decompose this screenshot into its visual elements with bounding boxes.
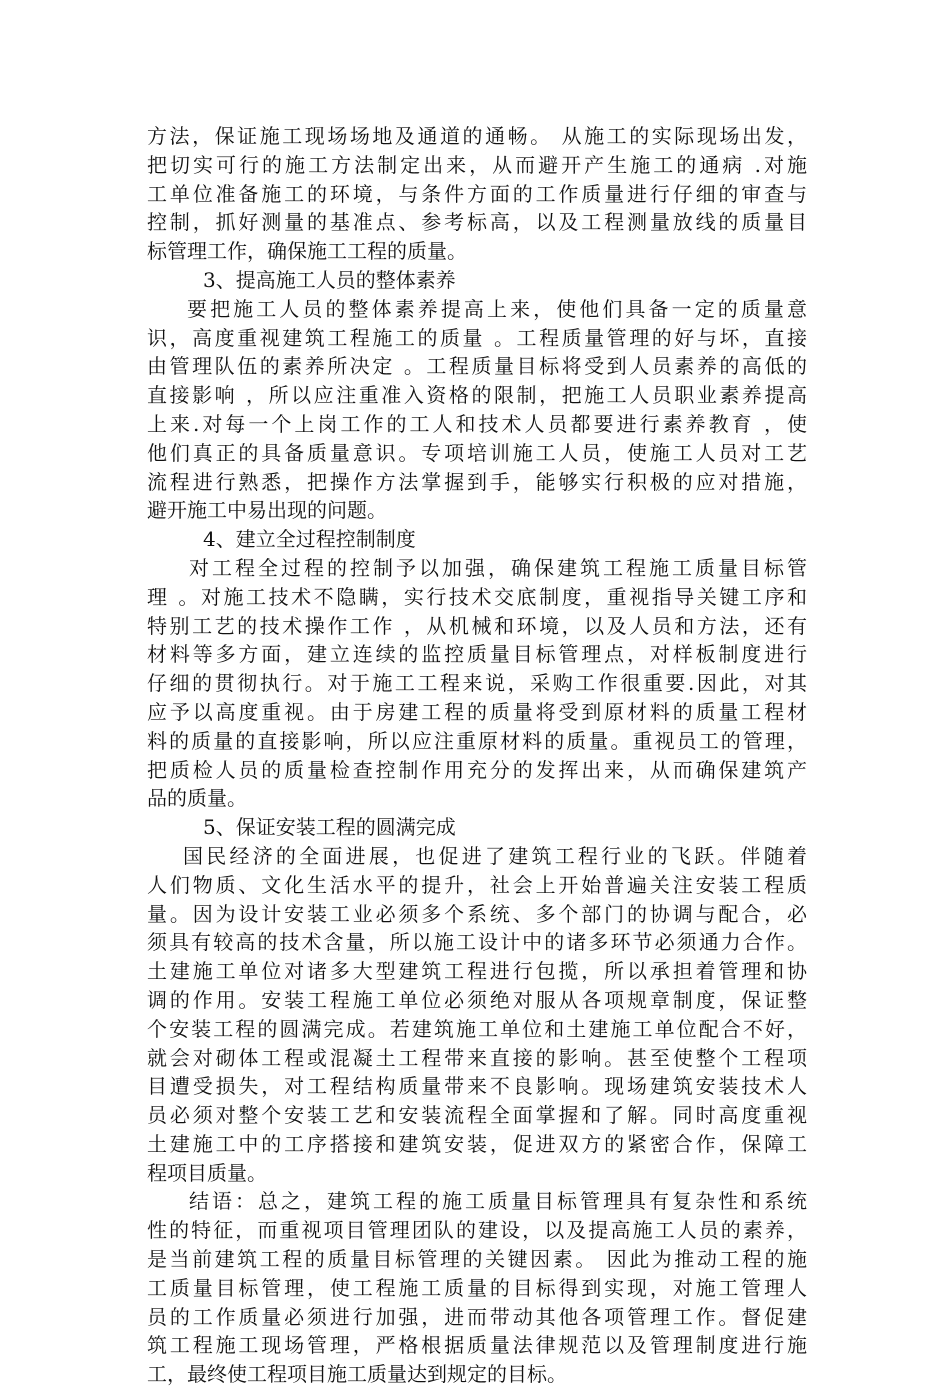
text-line: 理 。对施工技术不隐瞒，实行技术交底制度，重视指导关键工序和: [147, 584, 807, 609]
document-body-text: [147, 122, 807, 1389]
text-line: 员必须对整个安装工艺和安装流程全面掌握和了解。同时高度重视: [147, 1103, 807, 1128]
heading-line: 4、建立全过程控制制度: [203, 527, 416, 552]
text-line: 控制，抓好测量的基准点、参考标高，以及工程测量放线的质量目: [147, 210, 807, 235]
text-line: 筑工程施工现场管理，严格根据质量法律规范以及管理制度进行施: [147, 1333, 807, 1358]
section-heading: [147, 525, 807, 554]
text-line: 国民经济的全面进展，也促进了建筑工程行业的飞跃。伴随着: [183, 843, 807, 868]
text-line: 料的质量的直接影响，所以应注重原材料的质量。重视员工的管理，: [147, 728, 807, 753]
text-line: 避开施工中易出现的问题。: [147, 498, 387, 523]
paragraph: [147, 842, 807, 1188]
text-line: 就会对砌体工程或混凝土工程带来直接的影响。甚至使整个工程项: [147, 1045, 807, 1070]
paragraph: [147, 1187, 807, 1389]
text-line: 结语：总之，建筑工程的施工质量目标管理具有复杂性和系统: [189, 1189, 807, 1214]
paragraph: [147, 554, 807, 813]
paragraph: [147, 295, 807, 525]
text-line: 量。因为设计安装工业必须多个系统、多个部门的协调与配合，必: [147, 901, 807, 926]
text-line: 对工程全过程的控制予以加强，确保建筑工程施工质量目标管: [189, 555, 807, 580]
text-line: 土建施工中的工序搭接和建筑安装，促进双方的紧密合作，保障工: [147, 1131, 807, 1156]
text-line: 由管理队伍的素养所决定 。工程质量目标将受到人员素养的高低的: [147, 354, 807, 379]
text-line: 材料等多方面，建立连续的监控质量目标管理点，对样板制度进行: [147, 642, 807, 667]
text-line: 目遭受损失，对工程结构质量带来不良影响。现场建筑安装技术人: [147, 1074, 807, 1099]
text-line: 程项目质量。: [147, 1160, 267, 1185]
text-line: 流程进行熟悉，把操作方法掌握到手，能够实行积极的应对措施，: [147, 469, 807, 494]
text-line: 是当前建筑工程的质量目标管理的关键因素。 因此为推动工程的施: [147, 1247, 807, 1272]
text-line: 调的作用。安装工程施工单位必须绝对服从各项规章制度，保证整: [147, 987, 807, 1012]
heading-line: 5、保证安装工程的圆满完成: [203, 815, 456, 840]
text-line: 工，最终使工程项目施工质量达到规定的目标。: [147, 1362, 567, 1387]
section-heading: [147, 813, 807, 842]
text-line: 个安装工程的圆满完成。若建筑施工单位和土建施工单位配合不好，: [147, 1016, 807, 1041]
text-line: 识，高度重视建筑工程施工的质量 。工程质量管理的好与坏，直接: [147, 325, 807, 350]
text-line: 人们物质、文化生活水平的提升，社会上开始普遍关注安装工程质: [147, 872, 807, 897]
text-line: 他们真正的具备质量意识。专项培训施工人员，使施工人员对工艺: [147, 440, 807, 465]
text-line: 把质检人员的质量检查控制作用充分的发挥出来，从而确保建筑产: [147, 757, 807, 782]
text-line: 仔细的贯彻执行。对于施工工程来说，采购工作很重要.因此，对其: [147, 671, 807, 696]
text-line: 性的特征，而重视项目管理团队的建设，以及提高施工人员的素养，: [147, 1218, 807, 1243]
text-line: 工质量目标管理，使工程施工质量的目标得到实现，对施工管理人: [147, 1275, 807, 1300]
text-line: 上来.对每一个上岗工作的工人和技术人员都要进行素养教育 ，使: [147, 411, 807, 436]
text-line: 须具有较高的技术含量，所以施工设计中的诸多环节必须通力合作。: [147, 930, 807, 955]
paragraph: [147, 122, 807, 266]
text-line: 员的工作质量必须进行加强，进而带动其他各项管理工作。督促建: [147, 1304, 807, 1329]
text-line: 直接影响 ，所以应注重准入资格的限制，把施工人员职业素养提高: [147, 383, 807, 408]
text-line: 方法，保证施工现场场地及通道的通畅。 从施工的实际现场出发，: [147, 124, 807, 148]
text-line: 工单位准备施工的环境，与条件方面的工作质量进行仔细的审查与: [147, 181, 807, 206]
heading-line: 3、提高施工人员的整体素养: [203, 267, 456, 292]
text-line: 土建施工单位对诸多大型建筑工程进行包揽，所以承担着管理和协: [147, 959, 807, 984]
text-line: 把切实可行的施工方法制定出来，从而避开产生施工的通病 .对施: [147, 152, 807, 177]
text-line: 标管理工作，确保施工工程的质量。: [147, 239, 467, 264]
text-line: 特别工艺的技术操作工作 ，从机械和环境，以及人员和方法，还有: [147, 613, 807, 638]
section-heading: [147, 266, 807, 295]
text-line: 应予以高度重视。由于房建工程的质量将受到原材料的质量工程材: [147, 699, 807, 724]
text-line: 品的质量。: [147, 786, 247, 811]
text-line: 要把施工人员的整体素养提高上来，使他们具备一定的质量意: [187, 296, 807, 321]
